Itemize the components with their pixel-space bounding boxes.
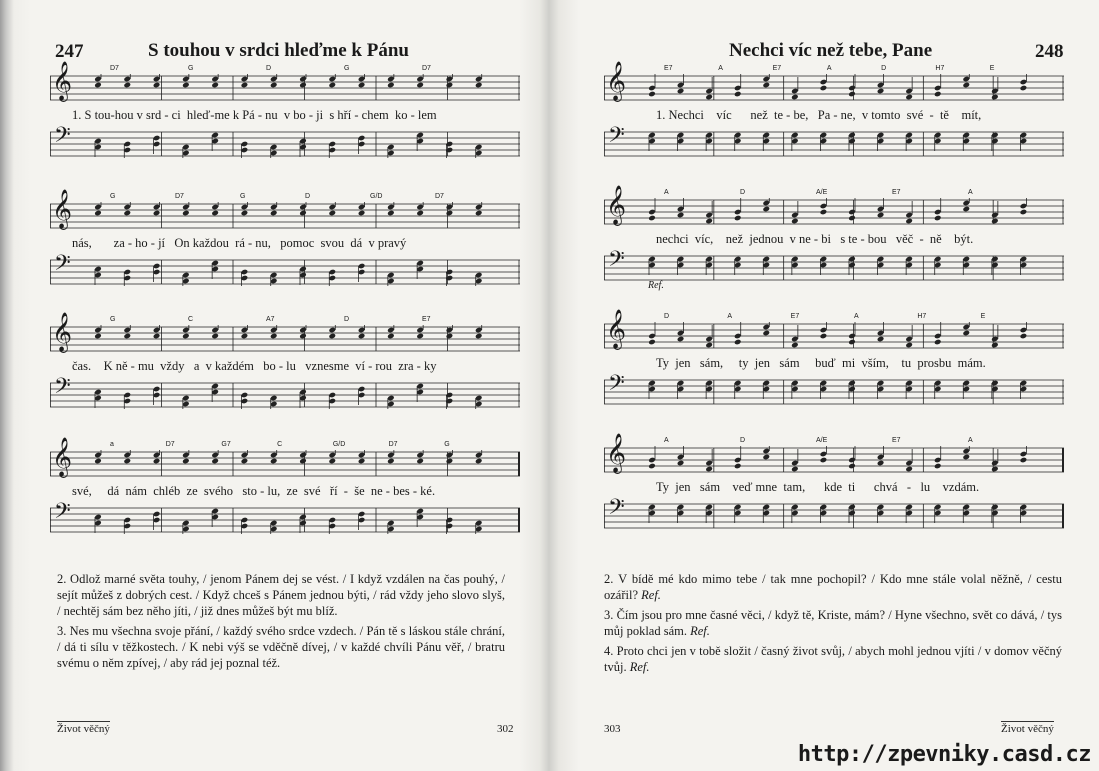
chord-symbol: D7 bbox=[388, 441, 398, 448]
music-system-4 bbox=[50, 437, 520, 560]
bass-clef-icon: 𝄢 bbox=[608, 123, 625, 153]
lyric-text: 1. S tou-hou v srd - ci hleď-me k Pá - nu v bo - ji s hří - chem ko - lem bbox=[72, 108, 437, 122]
chord-symbol: A bbox=[826, 65, 832, 72]
song-number-248: 248 bbox=[1035, 41, 1064, 62]
bass-clef-icon: 𝄢 bbox=[608, 495, 625, 525]
refrain-mark: Ref. bbox=[690, 624, 710, 638]
bass-clef-icon: 𝄢 bbox=[608, 371, 625, 401]
lyric-text: Ty jen sám, ty jen sám buď mi vším, tu prosbu mám. bbox=[656, 356, 986, 370]
chord-row bbox=[50, 441, 520, 450]
chord-row bbox=[50, 193, 520, 202]
chord-symbol: E7 bbox=[892, 189, 901, 196]
chord-symbol: G bbox=[110, 316, 116, 323]
chord-symbol: G7 bbox=[221, 441, 231, 448]
lyric-text: 1. Nechci víc než te - be, Pa - ne, v tomto své - tě mít, bbox=[656, 108, 982, 122]
chord-symbol: H7 bbox=[935, 65, 945, 72]
chord-symbol: D bbox=[266, 65, 272, 72]
treble-clef-icon: 𝄞 bbox=[52, 189, 73, 229]
bass-staff bbox=[50, 251, 520, 284]
refrain-mark: Ref. bbox=[641, 588, 661, 602]
chord-row bbox=[604, 65, 1064, 74]
music-system-1 bbox=[50, 61, 520, 184]
chord-symbol: C bbox=[277, 441, 283, 448]
lyric-line bbox=[50, 108, 520, 123]
treble-clef-icon: 𝄞 bbox=[606, 433, 627, 473]
treble-clef-icon: 𝄞 bbox=[606, 185, 627, 225]
treble-clef-icon: 𝄞 bbox=[52, 61, 73, 101]
bass-clef-icon: 𝄢 bbox=[54, 499, 71, 529]
left-verses bbox=[57, 571, 505, 675]
right-page bbox=[549, 0, 1099, 771]
chord-symbol: A bbox=[854, 313, 859, 320]
verse-2-left: 2. Odlož marné světa touhy, / jenom Pánem dej se vést. / I když vzdálen na čas pouhý, / sejít můžeš z dobrých cest. / Když chceš s Pánem jednou býti, / rád vždy jeho slovo slyš, / nechtěj sám bez něho jíti, / již dnes můžeš být mu blíž. bbox=[57, 572, 505, 618]
music-system-2 bbox=[50, 189, 520, 312]
lyric-text: nechci víc, než jednou v ne - bi s te - bou věč - ně být. bbox=[656, 232, 974, 246]
verse-4-right: 4. Proto chci jen v tobě složit / časný život svůj, / abych mohl jednou vjíti / v domov věčný tvůj. Ref. bbox=[604, 644, 1062, 674]
music-system-3 bbox=[50, 312, 520, 435]
chord-symbol: D7 bbox=[422, 65, 431, 72]
left-page bbox=[0, 0, 549, 771]
chord-symbol: H7 bbox=[917, 313, 927, 320]
lyric-text: své, dá nám chléb ze svého sto - lu, ze své ří - še ne - bes - ké. bbox=[72, 484, 436, 498]
bass-staff bbox=[50, 123, 520, 156]
lyric-line bbox=[604, 108, 1064, 123]
lyric-line bbox=[50, 236, 520, 251]
footer-book-title-right: Život věčný bbox=[1001, 723, 1054, 735]
chord-symbol: G bbox=[344, 65, 350, 72]
bass-clef-icon: 𝄢 bbox=[608, 247, 625, 277]
right-verses bbox=[604, 571, 1062, 679]
chord-symbol: E bbox=[980, 313, 986, 320]
verse-3-right: 3. Čím jsou pro mne časné věci, / když tě, Kriste, mám? / Hyne všechno, svět co dává, / tys můj poklad sám. Ref. bbox=[604, 608, 1062, 638]
lyric-line bbox=[50, 484, 520, 499]
chord-row bbox=[604, 313, 1064, 322]
site-watermark: http://zpevniky.casd.cz bbox=[797, 742, 1091, 767]
chord-symbol: D bbox=[344, 316, 350, 323]
treble-clef-icon: 𝄞 bbox=[52, 437, 73, 477]
footer-book-title-left: Život věčný bbox=[57, 723, 110, 735]
chord-row bbox=[604, 437, 1064, 446]
chord-symbol: E7 bbox=[664, 65, 673, 72]
chord-symbol: G bbox=[188, 65, 194, 72]
lyric-line bbox=[50, 359, 520, 374]
bass-staff bbox=[50, 499, 520, 532]
chord-symbol: D bbox=[740, 437, 746, 444]
chord-symbol: A bbox=[664, 437, 669, 444]
lyric-text: nás, za - ho - jí On každou rá - nu, pomoc svou dá v pravý bbox=[72, 236, 407, 250]
verse-2-right: 2. V bídě mé kdo mimo tebe / tak mne pochopil? / Kdo mne stále volal něžně, / cestu ozářil? Ref. bbox=[604, 572, 1062, 602]
chord-symbol: A bbox=[664, 189, 669, 196]
chord-symbol: E7 bbox=[790, 313, 800, 320]
chord-symbol: G/D bbox=[332, 441, 346, 448]
treble-clef-icon: 𝄞 bbox=[52, 312, 73, 352]
chord-symbol: D7 bbox=[110, 65, 119, 72]
chord-row bbox=[50, 316, 520, 325]
chord-symbol: D bbox=[881, 65, 887, 72]
chord-symbol: A/E bbox=[816, 189, 828, 196]
chord-symbol: G bbox=[240, 193, 246, 200]
chord-symbol: C bbox=[188, 316, 194, 323]
chord-symbol: A/E bbox=[816, 437, 828, 444]
bass-staff bbox=[604, 371, 1064, 404]
treble-clef-icon: 𝄞 bbox=[606, 61, 627, 101]
page-number-right: 303 bbox=[604, 723, 621, 735]
chord-symbol: D bbox=[664, 313, 670, 320]
lyric-text: Ty jen sám veď mne tam, kde ti chvá - lu vzdám. bbox=[656, 480, 980, 494]
verse-3-left: 3. Nes mu všechna svoje přání, / každý svého srdce vzdech. / Pán tě s láskou stále chrání, / dá ti sílu v těžkostech. / K nebi výš se vděčně dívej, / v každé chvíli Pánu věř, / bratru svému o něm zpívej, / aby rád jej poznal též. bbox=[57, 624, 505, 670]
bass-clef-icon: 𝄢 bbox=[54, 374, 71, 404]
music-system-1 bbox=[604, 61, 1064, 184]
chord-symbol: a bbox=[110, 441, 114, 448]
chord-symbol: G/D bbox=[370, 193, 383, 200]
lyric-text: čas. K ně - mu vždy a v každém bo - lu vznesme ví - rou zra - ky bbox=[72, 359, 437, 373]
song-number-247: 247 bbox=[55, 41, 84, 62]
chord-symbol: A bbox=[968, 437, 973, 444]
song-title-left: S touhou v srdci hleďme k Pánu bbox=[148, 40, 409, 61]
bass-staff bbox=[604, 495, 1064, 528]
chord-symbol: A bbox=[968, 189, 973, 196]
bass-clef-icon: 𝄢 bbox=[54, 123, 71, 153]
chord-symbol: E bbox=[989, 65, 995, 72]
treble-clef-icon: 𝄞 bbox=[606, 309, 627, 349]
bass-staff bbox=[604, 123, 1064, 156]
chord-symbol: G bbox=[444, 441, 450, 448]
chord-symbol: A7 bbox=[266, 316, 275, 323]
chord-symbol: E7 bbox=[892, 437, 901, 444]
music-system-4 bbox=[604, 433, 1064, 556]
music-system-3 bbox=[604, 280, 1064, 432]
chord-row bbox=[50, 65, 520, 74]
bass-staff bbox=[604, 247, 1064, 280]
bass-staff bbox=[50, 374, 520, 407]
refrain-mark: Ref. bbox=[629, 660, 650, 674]
lyric-line bbox=[604, 356, 1064, 371]
chord-symbol: A bbox=[718, 65, 723, 72]
lyric-line bbox=[604, 480, 1064, 495]
chord-symbol: A bbox=[727, 313, 732, 320]
song-title-right: Nechci víc než tebe, Pane bbox=[729, 40, 933, 61]
chord-symbol: G bbox=[110, 193, 116, 200]
page-number-left: 302 bbox=[497, 723, 514, 735]
lyric-line bbox=[604, 232, 1064, 247]
chord-symbol: E7 bbox=[772, 65, 782, 72]
chord-symbol: D7 bbox=[175, 193, 184, 200]
chord-symbol: D bbox=[740, 189, 746, 196]
refrain-label: Ref. bbox=[648, 280, 664, 291]
chord-row bbox=[604, 189, 1064, 198]
chord-symbol: D bbox=[305, 193, 311, 200]
chord-symbol: D7 bbox=[435, 193, 444, 200]
bass-clef-icon: 𝄢 bbox=[54, 251, 71, 281]
chord-symbol: E7 bbox=[422, 316, 431, 323]
chord-symbol: D7 bbox=[165, 441, 175, 448]
music-system-2 bbox=[604, 185, 1064, 308]
